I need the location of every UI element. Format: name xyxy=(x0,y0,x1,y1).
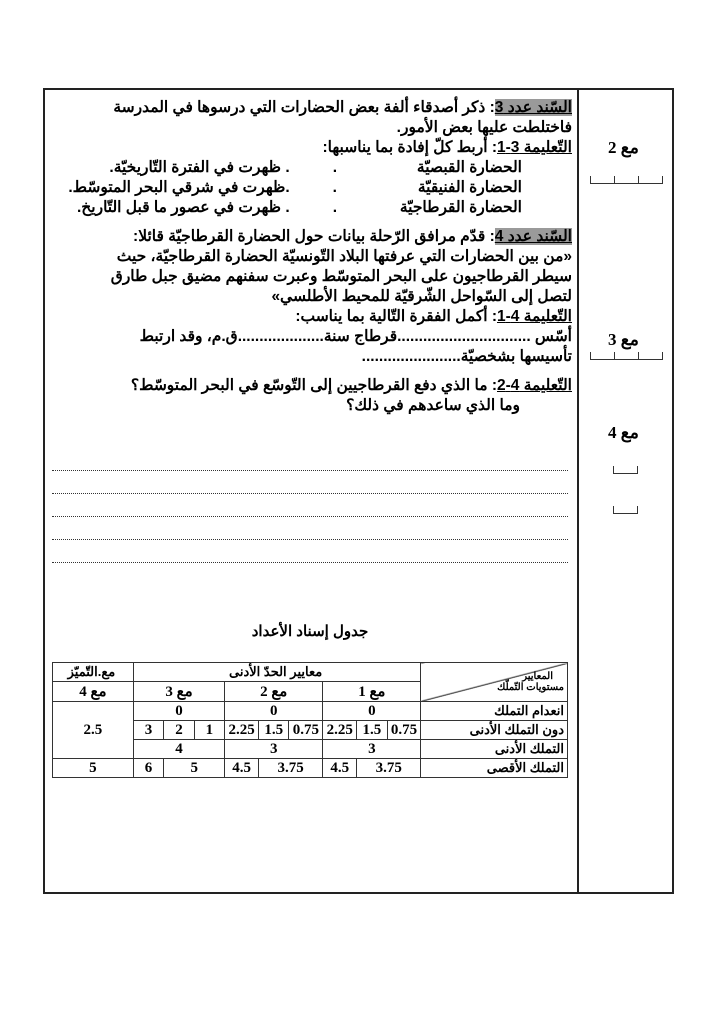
cell: 2.25 xyxy=(323,721,357,740)
row-label: التملك الأقصى xyxy=(421,759,568,778)
match-right: ظهرت في شرقي البحر المتوسّط. xyxy=(68,179,286,196)
instruction-3-1 xyxy=(50,138,572,158)
instr-4-1-label: التّعليمة 4-1 xyxy=(497,308,572,325)
answer-line[interactable] xyxy=(52,539,568,540)
col-m2: مع 2 xyxy=(225,682,323,702)
cell: 3 xyxy=(133,721,163,740)
dot: . . xyxy=(285,179,337,196)
cell: 3.75 xyxy=(357,759,421,778)
doc3-label: السّند عدد 3 xyxy=(494,99,572,116)
row-label: انعدام التملك xyxy=(421,702,568,721)
match-row xyxy=(50,178,522,198)
document-3 xyxy=(50,98,572,138)
cell: 0 xyxy=(225,702,323,721)
cell: 3 xyxy=(323,740,421,759)
match-right: ظهرت في الفترة التّاريخيّة. xyxy=(109,159,282,176)
doc4-quote: «من بين الحضارات التي عرفتها البلاد التّونسيّة الحضارة القرطاجيّة، حيث سيطر القرطاجيون على البحر المتوسّط وعبرت سفنهم مضيق جبل طارق لتصل إلى السّواحل الشّرقيّة للمحيط الأطلسي» xyxy=(110,248,572,305)
cell: 0 xyxy=(133,702,224,721)
instruction-4-2 xyxy=(50,376,572,396)
instr-4-2-label: التّعليمة 4-2 xyxy=(497,377,572,394)
h-levels: مستويات التّملّك xyxy=(497,682,564,693)
score-boxes[interactable] xyxy=(590,352,663,360)
dot: . . xyxy=(281,159,337,176)
margin-divider xyxy=(577,88,579,894)
criteria-levels-header xyxy=(421,663,568,702)
cell: 3 xyxy=(225,740,323,759)
score-boxes[interactable] xyxy=(590,176,663,184)
table-title: جدول إسناد الأعداد xyxy=(251,623,369,640)
cell-m4: 5 xyxy=(53,759,134,778)
grading-table xyxy=(52,662,568,778)
margin-score-m4: مع 4 xyxy=(608,423,639,442)
exam-content xyxy=(50,96,572,416)
row-label: التملك الأدنى xyxy=(421,740,568,759)
cell: 4.5 xyxy=(225,759,259,778)
col-m1: مع 1 xyxy=(323,682,421,702)
cell: 0.75 xyxy=(387,721,421,740)
cell: 1.5 xyxy=(258,721,288,740)
h-criteria: المعايير xyxy=(522,671,553,682)
dot: . . xyxy=(281,199,337,216)
match-right: ظهرت في عصور ما قبل التّاريخ. xyxy=(76,199,282,216)
margin-score-m3: مع 3 xyxy=(608,330,639,349)
answer-line[interactable] xyxy=(52,470,568,471)
col-m4: مع 4 xyxy=(53,682,134,702)
score-box[interactable] xyxy=(613,506,638,514)
answer-line[interactable] xyxy=(52,516,568,517)
fill-in-blank[interactable]: أسّس ...............................قرطاج سنة....................ق.م، وقد ارتبط تأسيسها بشخصيّة....................... xyxy=(139,328,572,365)
instr-3-1-label: التّعليمة 3-1 xyxy=(497,139,572,156)
score-box[interactable] xyxy=(613,466,638,474)
instr-4-1-text: : أكمل الفقرة التّالية بما يناسب: xyxy=(295,308,497,325)
instr-4-2-text2: وما الذي ساعدهم في ذلك؟ xyxy=(346,397,520,414)
cell: 3.75 xyxy=(258,759,322,778)
answer-line[interactable] xyxy=(52,493,568,494)
instruction-4-1 xyxy=(50,307,572,327)
cell: 1.5 xyxy=(357,721,387,740)
table-row xyxy=(53,702,568,721)
doc4-text: : قدّم مرافق الرّحلة بيانات حول الحضارة القرطاجيّة قائلا: xyxy=(133,228,495,245)
cell: 0.75 xyxy=(289,721,323,740)
table-row xyxy=(53,759,568,778)
instr-3-1-text: : أربط كلّ إفادة بما يناسبها: xyxy=(322,139,497,156)
match-left: الحضارة القبصيّة xyxy=(416,159,522,176)
cell: 1 xyxy=(194,721,224,740)
doc3-text: : ذكر أصدقاء ألفة بعض الحضارات التي درسوها في المدرسة فاختلطت عليها بعض الأمور. xyxy=(113,99,572,136)
cell: 4.5 xyxy=(323,759,357,778)
cell-m4: 2.5 xyxy=(53,702,134,759)
match-row xyxy=(50,198,522,218)
answer-line[interactable] xyxy=(52,562,568,563)
h-min-criteria: معايير الحدّ الأدنى xyxy=(133,663,421,682)
cell: 2 xyxy=(164,721,194,740)
document-4 xyxy=(50,227,572,247)
doc4-label: السّند عدد 4 xyxy=(494,228,572,245)
match-left: الحضارة الفنيقيّة xyxy=(417,179,522,196)
match-left: الحضارة القرطاجيّة xyxy=(399,199,522,216)
margin-score-m2: مع 2 xyxy=(608,138,639,157)
cell: 5 xyxy=(164,759,225,778)
row-label: دون التملك الأدنى xyxy=(421,721,568,740)
cell: 4 xyxy=(133,740,224,759)
instr-4-2-text: : ما الذي دفع القرطاجيين إلى التّوسّع في البحر المتوسّط؟ xyxy=(130,377,497,394)
match-row xyxy=(50,158,522,178)
h-excellence: مع.التّميّز xyxy=(53,663,134,682)
cell: 0 xyxy=(323,702,421,721)
col-m3: مع 3 xyxy=(133,682,224,702)
cell: 6 xyxy=(133,759,163,778)
cell: 2.25 xyxy=(225,721,259,740)
